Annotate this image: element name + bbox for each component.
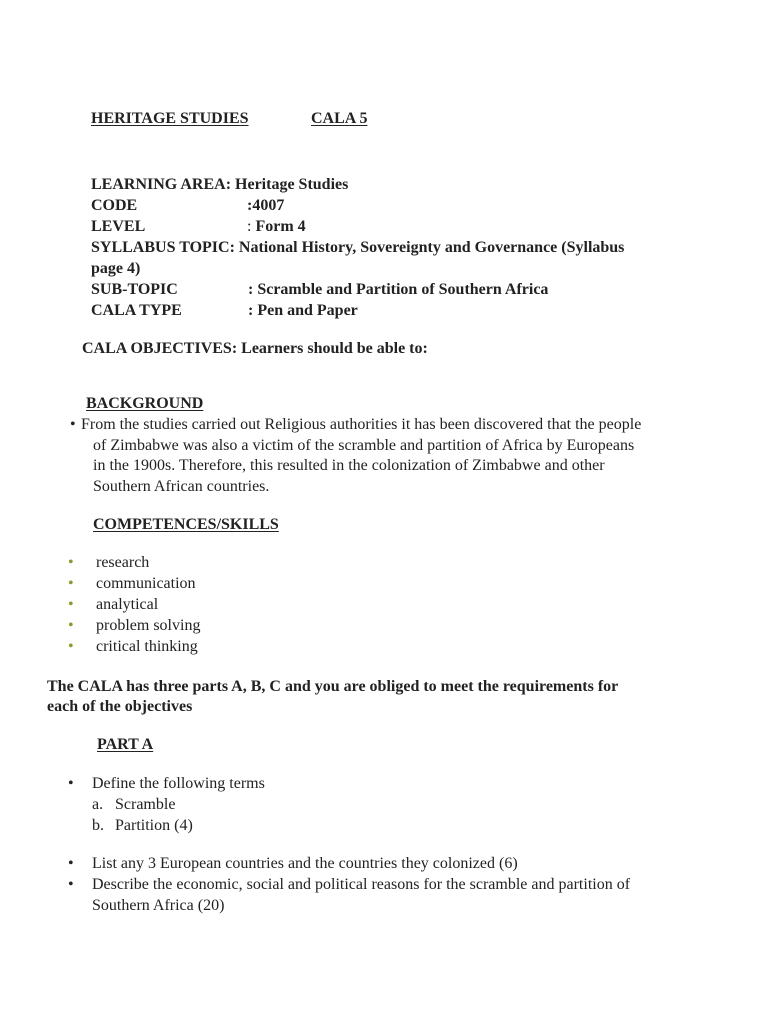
level-value: Form 4 (251, 218, 306, 235)
background-line-2: of Zimbabwe was also a victim of the scramble and partition of Africa by Europeans (93, 437, 635, 454)
cala-type-value: : Pen and Paper (248, 302, 358, 319)
skill-item: problem solving (96, 617, 201, 634)
level-colon: : (247, 218, 252, 235)
cala-number: CALA 5 (311, 110, 368, 127)
background-line-1: From the studies carried out Religious authorities it has been discovered that the people (81, 416, 642, 433)
cala-objectives: CALA OBJECTIVES: Learners should be able to: (82, 340, 428, 357)
skill-bullet: • (68, 575, 74, 592)
question-define-terms: Define the following terms (92, 775, 265, 792)
subtopic-label: SUB-TOPIC (91, 281, 178, 298)
question-bullet: • (68, 855, 74, 872)
intro-line-1: The CALA has three parts A, B, C and you are obliged to meet the requirements for (47, 678, 619, 695)
subtopic-row (91, 279, 691, 300)
skill-item: communication (96, 575, 196, 592)
subject-title: HERITAGE STUDIES (91, 110, 249, 127)
learning-area: LEARNING AREA: Heritage Studies (91, 176, 349, 193)
background-bullet: • (70, 416, 76, 433)
skill-item: research (96, 554, 150, 571)
syllabus-topic-line2: page 4) (91, 260, 141, 277)
background-line-3: in the 1900s. Therefore, this resulted in the colonization of Zimbabwe and other (93, 457, 605, 474)
subtopic-value: : Scramble and Partition of Southern Africa (248, 281, 549, 298)
question-bullet: • (68, 775, 74, 792)
intro-line-2: each of the objectives (47, 698, 193, 715)
skill-item: critical thinking (96, 638, 198, 655)
level-label: LEVEL (91, 218, 146, 235)
skill-item: analytical (96, 596, 159, 613)
skill-bullet: • (68, 596, 74, 613)
subitem-marker-b: b. (92, 817, 104, 834)
code-value: :4007 (247, 197, 285, 214)
subitem-partition: Partition (4) (115, 817, 193, 834)
cala-type-row (91, 300, 691, 321)
question-describe-line-1: Describe the economic, social and political reasons for the scramble and partition of (92, 876, 631, 893)
syllabus-topic-line1: SYLLABUS TOPIC: National History, Sovereignty and Governance (Syllabus (91, 239, 625, 256)
subitem-marker-a: a. (92, 796, 104, 813)
competences-heading: COMPETENCES/SKILLS (93, 516, 279, 533)
part-a-heading: PART A (97, 736, 154, 753)
cala-type-label: CALA TYPE (91, 302, 182, 319)
question-list-countries: List any 3 European countries and the countries they colonized (6) (92, 855, 518, 872)
background-heading: BACKGROUND (86, 395, 204, 412)
code-row (91, 195, 691, 216)
question-bullet: • (68, 876, 74, 893)
skill-bullet: • (68, 617, 74, 634)
question-describe-line-2: Southern Africa (20) (92, 897, 225, 914)
skill-bullet: • (68, 554, 74, 571)
level-row (91, 216, 691, 237)
skill-bullet: • (68, 638, 74, 655)
background-line-4: Southern African countries. (93, 478, 270, 495)
code-label: CODE (91, 197, 138, 214)
subitem-scramble: Scramble (115, 796, 176, 813)
